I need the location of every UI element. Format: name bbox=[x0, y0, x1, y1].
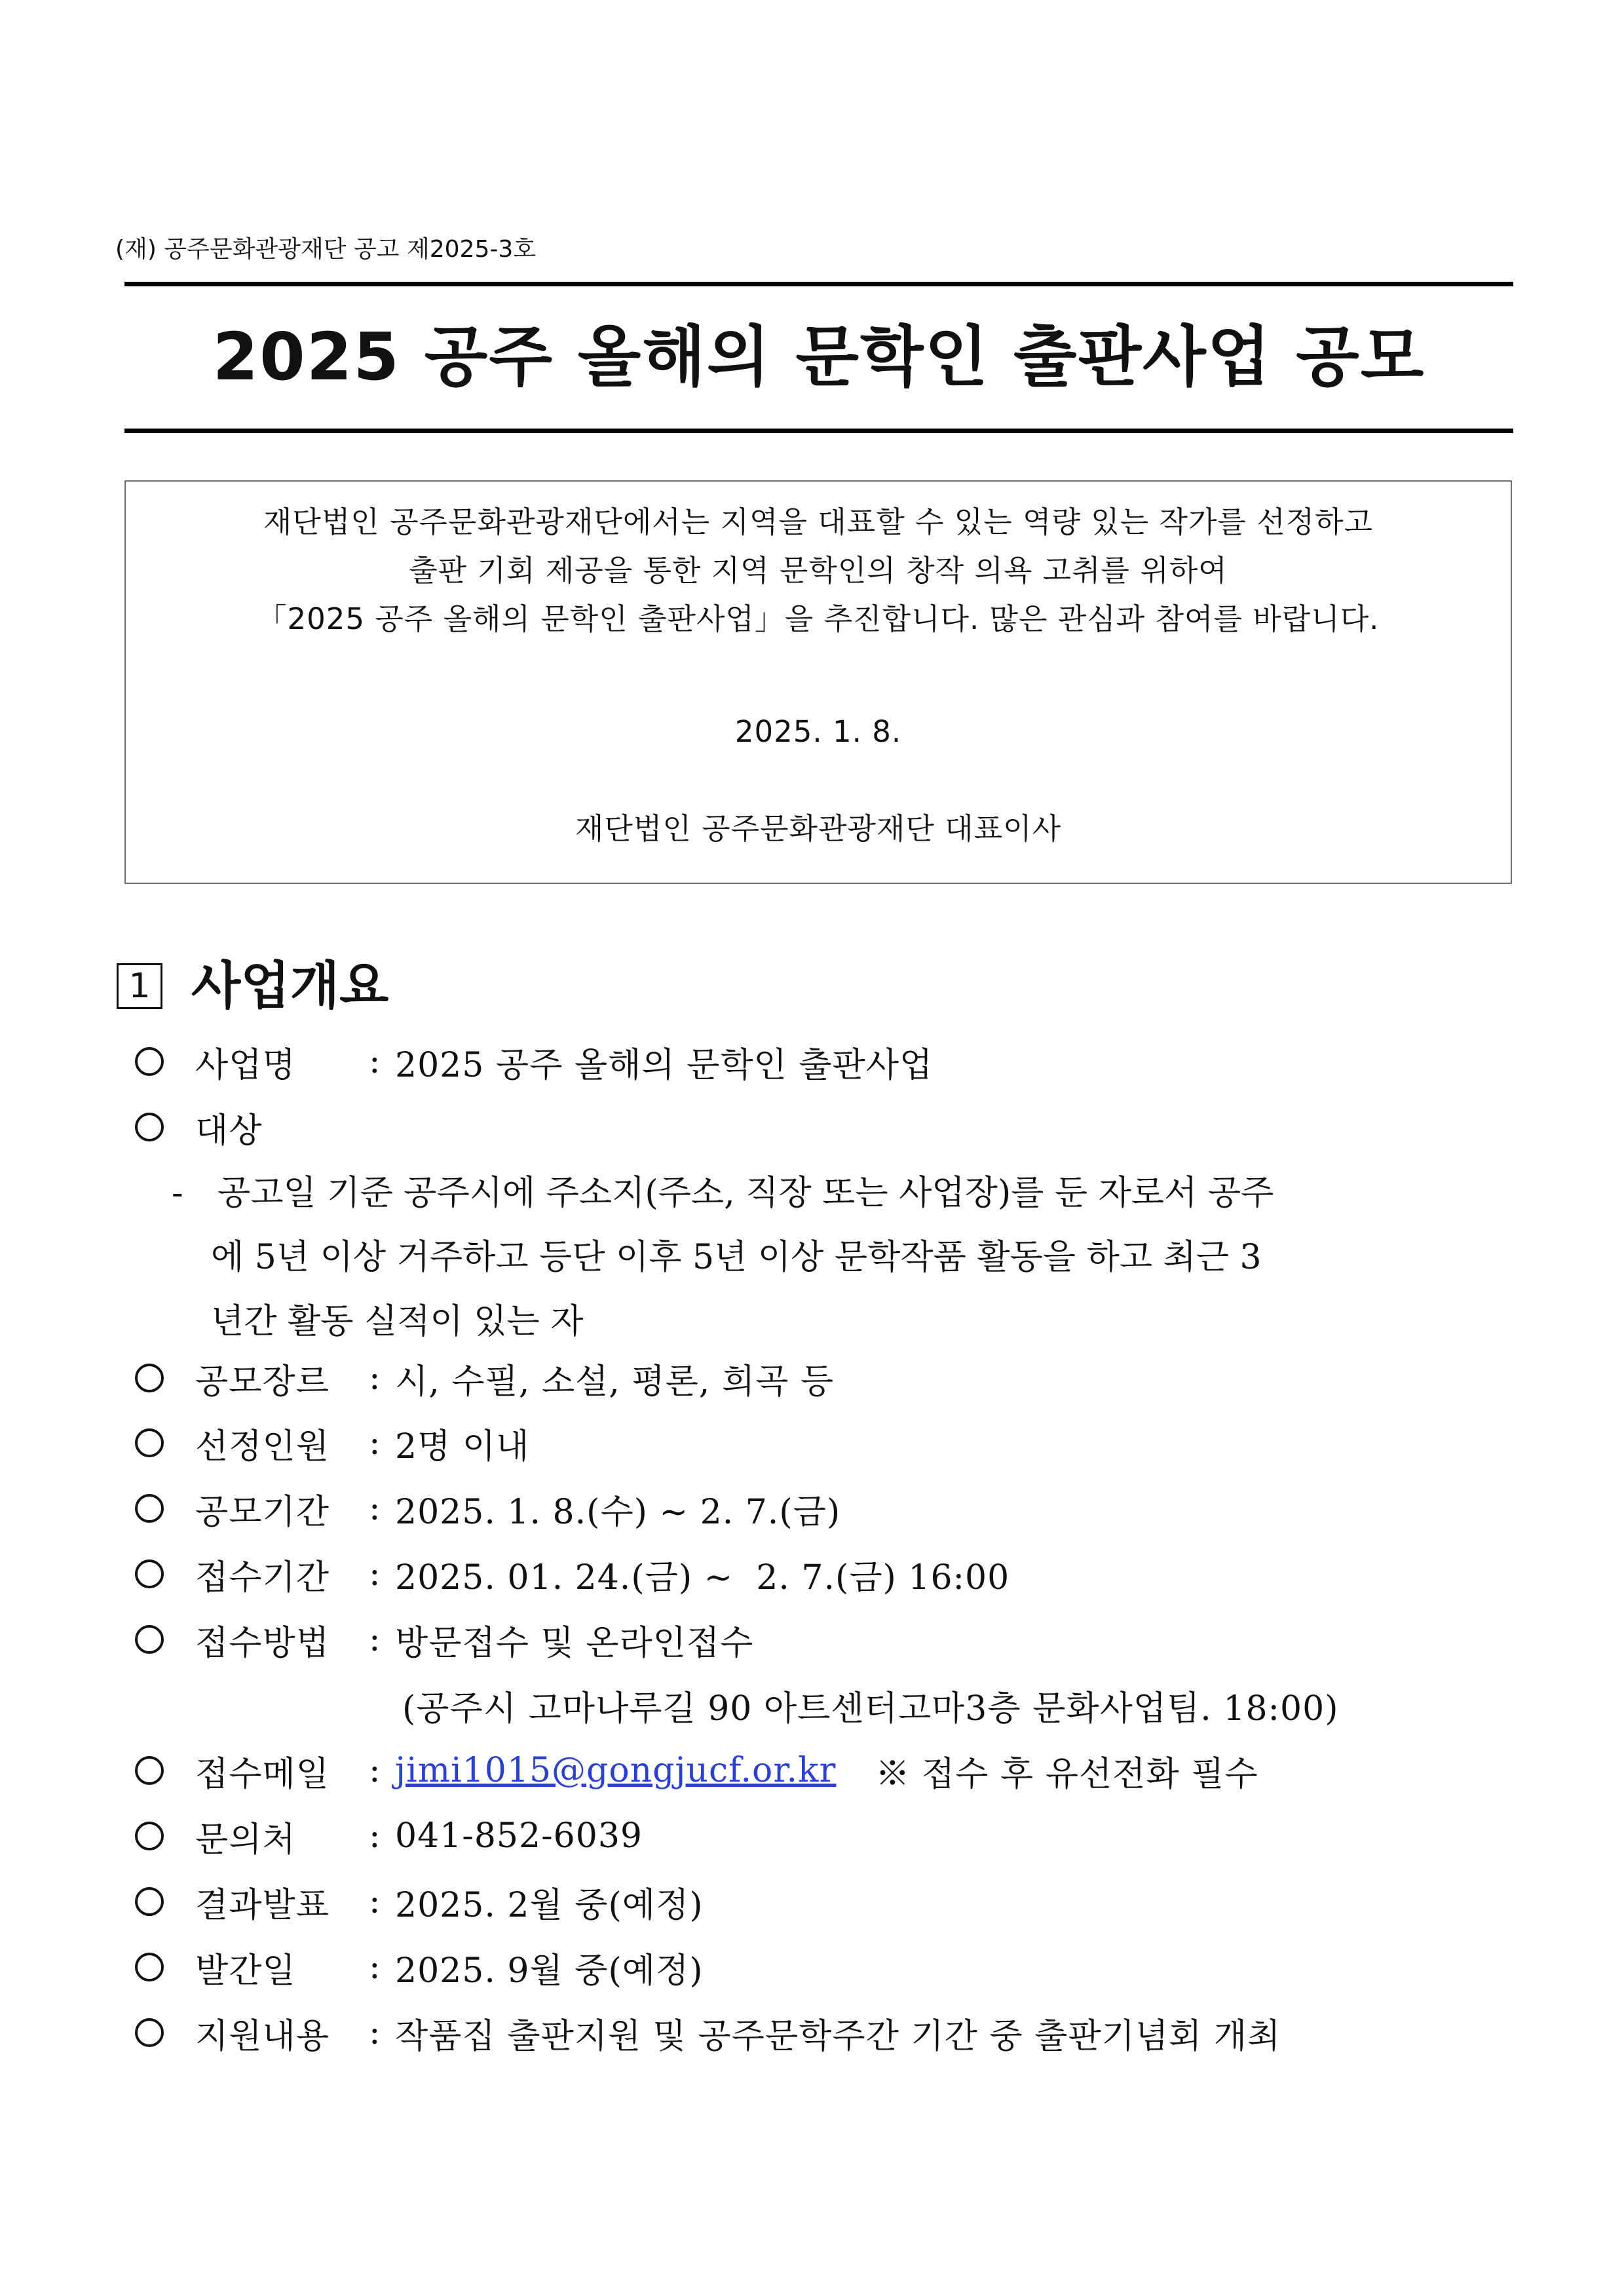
circle-bullet-icon bbox=[135, 1428, 164, 1457]
item-genre bbox=[135, 1352, 834, 1404]
circle-bullet-icon bbox=[135, 1364, 164, 1392]
intro-line-1: 재단법인 공주문화관광재단에서는 지역을 대표할 수 있는 역량 있는 작가를 선정하고 bbox=[263, 505, 1374, 539]
item-label: 대상 bbox=[195, 1111, 263, 1151]
page-title: 2025 공주 올해의 문학인 출판사업 공모 bbox=[212, 318, 1426, 395]
item-target bbox=[135, 1101, 293, 1153]
item-receipt-period bbox=[135, 1548, 1010, 1600]
circle-bullet-icon bbox=[135, 1953, 164, 1981]
circle-bullet-icon bbox=[135, 1113, 164, 1141]
target-line-3: 년간 활동 실적이 있는 자 bbox=[211, 1302, 584, 1341]
item-label: 접수메일 bbox=[195, 1754, 330, 1794]
item-support bbox=[135, 2006, 1281, 2059]
intro-date: 2025. 1. 8. bbox=[734, 714, 902, 749]
item-colon: : bbox=[369, 1816, 381, 1856]
item-colon: : bbox=[369, 1947, 381, 1987]
circle-bullet-icon bbox=[135, 1887, 164, 1916]
item-colon: : bbox=[369, 1489, 381, 1528]
circle-bullet-icon bbox=[135, 1494, 164, 1523]
item-contest-period bbox=[135, 1482, 840, 1535]
email-note: ※ 접수 후 유선전화 필수 bbox=[875, 1754, 1258, 1794]
item-colon: : bbox=[369, 1423, 381, 1463]
item-colon: : bbox=[369, 1882, 381, 1921]
item-project-name bbox=[135, 1035, 933, 1088]
item-value: 2025. 1. 8.(수) ~ 2. 7.(금) bbox=[395, 1492, 841, 1532]
intro-line-3: 「2025 공주 올해의 문학인 출판사업」을 추진합니다. 많은 관심과 참여를 바랍니다. bbox=[257, 602, 1380, 636]
circle-bullet-icon bbox=[135, 1625, 164, 1654]
item-value: 2025. 9월 중(예정) bbox=[395, 1951, 704, 1991]
notice-number: (재) 공주문화관광재단 공고 제2025-3호 bbox=[115, 236, 537, 263]
intro-line-2: 출판 기회 제공을 통한 지역 문학인의 창작 의욕 고취를 위하여 bbox=[409, 553, 1228, 588]
item-colon: : bbox=[369, 1620, 381, 1659]
circle-bullet-icon bbox=[135, 1756, 164, 1785]
item-label: 결과발표 bbox=[195, 1885, 330, 1925]
section-number-box: 1 bbox=[117, 963, 162, 1009]
item-label: 사업명 bbox=[195, 1045, 296, 1085]
item-colon: : bbox=[369, 1554, 381, 1594]
item-label: 선정인원 bbox=[195, 1426, 330, 1466]
item-inquiry bbox=[135, 1810, 643, 1862]
receipt-method-detail: (공주시 고마나루길 90 아트센터고마3층 문화사업팀. 18:00) bbox=[402, 1689, 1339, 1729]
item-value: 시, 수필, 소설, 평론, 희곡 등 bbox=[395, 1362, 835, 1402]
item-result bbox=[135, 1875, 704, 1928]
item-value: 방문접수 및 온라인접수 bbox=[395, 1623, 754, 1663]
item-label: 접수기간 bbox=[195, 1558, 330, 1598]
item-value: 2025. 2월 중(예정) bbox=[395, 1885, 704, 1925]
item-selection bbox=[135, 1417, 529, 1469]
item-label: 발간일 bbox=[195, 1951, 296, 1991]
section-title: 사업개요 bbox=[191, 957, 389, 1016]
section-heading bbox=[117, 953, 388, 1019]
item-value: 041-852-6039 bbox=[395, 1816, 643, 1856]
circle-bullet-icon bbox=[135, 2018, 164, 2047]
item-colon: : bbox=[369, 2013, 381, 2052]
item-publication-date bbox=[135, 1941, 704, 1993]
intro-box bbox=[124, 480, 1512, 884]
item-label: 문의처 bbox=[195, 1820, 296, 1860]
item-value: 작품집 출판지원 및 공주문학주간 기간 중 출판기념회 개최 bbox=[395, 2016, 1281, 2056]
item-label: 공모장르 bbox=[195, 1362, 330, 1402]
title-top-rule bbox=[124, 282, 1513, 286]
email-link[interactable]: jimi1015@gongjucf.or.kr bbox=[395, 1751, 837, 1790]
item-label: 접수방법 bbox=[195, 1623, 330, 1663]
item-colon: : bbox=[369, 1042, 381, 1081]
intro-signature: 재단법인 공주문화관광재단 대표이사 bbox=[575, 811, 1062, 846]
item-colon: : bbox=[369, 1358, 381, 1398]
item-value: 2025. 01. 24.(금) ~ 2. 7.(금) 16:00 bbox=[395, 1558, 1010, 1598]
target-line-1: 공고일 기준 공주시에 주소지(주소, 직장 또는 사업장)를 둔 자로서 공주 bbox=[217, 1174, 1274, 1213]
circle-bullet-icon bbox=[135, 1047, 164, 1076]
item-colon: : bbox=[369, 1751, 381, 1790]
item-label: 공모기간 bbox=[195, 1492, 330, 1532]
item-label: 지원내용 bbox=[195, 2016, 330, 2056]
item-value: 2명 이내 bbox=[395, 1426, 530, 1466]
circle-bullet-icon bbox=[135, 1822, 164, 1850]
circle-bullet-icon bbox=[135, 1559, 164, 1588]
item-value: 2025 공주 올해의 문학인 출판사업 bbox=[395, 1045, 934, 1085]
title-bottom-rule bbox=[124, 429, 1513, 433]
item-receipt-email bbox=[135, 1744, 1258, 1797]
dash-marker: - bbox=[172, 1174, 183, 1213]
target-line-2: 에 5년 이상 거주하고 등단 이후 5년 이상 문학작품 활동을 하고 최근 3 bbox=[211, 1238, 1262, 1277]
item-receipt-method bbox=[135, 1613, 753, 1666]
